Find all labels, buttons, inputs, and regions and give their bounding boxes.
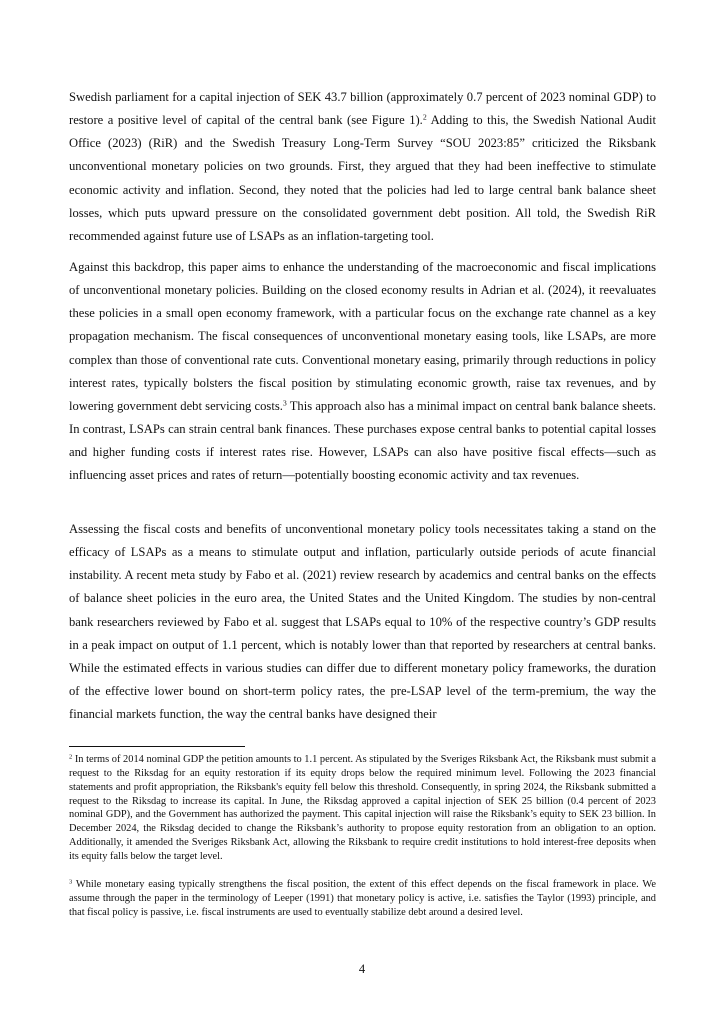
body-paragraph-2 [69, 256, 656, 488]
page-number: 4 [358, 962, 366, 976]
footnote-3 [69, 878, 656, 920]
footnote-3-text: While monetary easing typically strengthens the fiscal position, the extent of this effect depends on the fiscal framework in place. We assume through the paper in the terminology of Leeper (1991) that monetary policy is active, i.e. satisfies the Taylor (1993) principle, and that fiscal policy is passive, i.e. fiscal instruments are used to eventually stabilize debt around a desired level. [69, 879, 656, 918]
footnote-2 [69, 753, 656, 864]
paragraph-2-text-end: This approach also has a minimal impact on central bank balance sheets. In contrast, LSAPs can strain central bank finances. These purchases expose central banks to potential capital losses and higher funding costs if interest rates rise. However, LSAPs can also have positive fiscal effects—such as influencing asset prices and rates of return—potentially boosting economic activity and tax revenues. [69, 398, 656, 483]
paragraph-2-text-start: Against this backdrop, this paper aims to enhance the understanding of the macroeconomic and fiscal implications of unconventional monetary policies. Building on the closed economy results in Adrian et al. (2024), it reevaluates these policies in a small open economy framework, with a particular focus on the exchange rate channel as a key propagation mechanism. The fiscal consequences of unconventional monetary easing tools, like LSAPs, are more complex than those of conventional rate cuts. Conventional monetary easing, primarily through reductions in policy interest rates, typically bolsters the fiscal position by stimulating economic growth, raise tax revenues, and by lowering government debt servicing costs. [69, 260, 656, 413]
body-paragraph-1 [69, 86, 656, 248]
paragraph-3-text: Assessing the fiscal costs and benefits of unconventional monetary policy tools necessitates taking a stand on the efficacy of LSAPs as a means to stimulate output and inflation, particularly outside periods of acute financial instability. A recent meta study by Fabo et al. (2021) review research by academics and central banks on the effects of balance sheet policies in the euro area, the United States and the United Kingdom. The studies by non-central bank researchers reviewed by Fabo et al. suggest that LSAPs equal to 10% of the respective country’s GDP results in a peak impact on output of 1.1 percent, which is notably lower than that reported by researchers at central banks. While the estimated effects in various studies can differ due to different monetary policy frameworks, the duration of the effective lower bound on short-term policy rates, the pre-LSAP level of the term-premium, the way the financial markets function, the way the central banks have designed their [69, 522, 656, 722]
footnote-ref-2[interactable]: 2 [422, 112, 427, 122]
paragraph-1-text-end: Adding to this, the Swedish National Audit Office (2023) (RiR) and the Swedish Treasury Long-Term Survey “SOU 2023:85” criticized the Riksbank unconventional monetary policies on two grounds. First, they argued that they had been ineffective to stimulate economic activity and inflation. Second, they noted that the policies had led to large central bank balance sheet losses, which puts upward pressure on the consolidated government debt position. All told, the Swedish RiR recommended against future use of LSAPs as an inflation-targeting tool. [69, 113, 656, 243]
body-paragraph-3 [69, 518, 656, 726]
footnote-ref-3[interactable]: 3 [282, 398, 287, 408]
footnote-separator [69, 746, 245, 747]
footnote-3-number: 3 [69, 878, 73, 886]
footnote-2-text: In terms of 2014 nominal GDP the petition amounts to 1.1 percent. As stipulated by the Sveriges Riksbank Act, the Riksbank must submit a request to the Riksdag for an equity restoration if its equity drops below the required minimum level. Following the 2023 financial statements and profit appropriation, the Riksbank's equity fell below this threshold. Consequently, in spring 2024, the Riksbank submitted a request to the Riksdag to increase its capital. In June, the Riksdag approved a capital injection of SEK 25 billion (0.4 percent of 2023 nominal GDP), and the Government has authorized the payment. This capital injection will raise the Riksbank’s equity to SEK 23 billion. In December 2024, the Riksdag decided to change the Riksbank’s authority to propose equity restoration from an obligation to an option. Additionally, it amended the Sveriges Riksbank Act, allowing the Riksbank to require credit institutions to hold interest-free deposits when its equity falls below the target level. [69, 754, 656, 862]
paragraph-1-text-start: Swedish parliament for a capital injection of SEK 43.7 billion (approximately 0.7 percent of 2023 nominal GDP) to restore a positive level of capital of the central bank (see Figure 1). [69, 90, 656, 128]
footnote-2-number: 2 [69, 753, 73, 761]
